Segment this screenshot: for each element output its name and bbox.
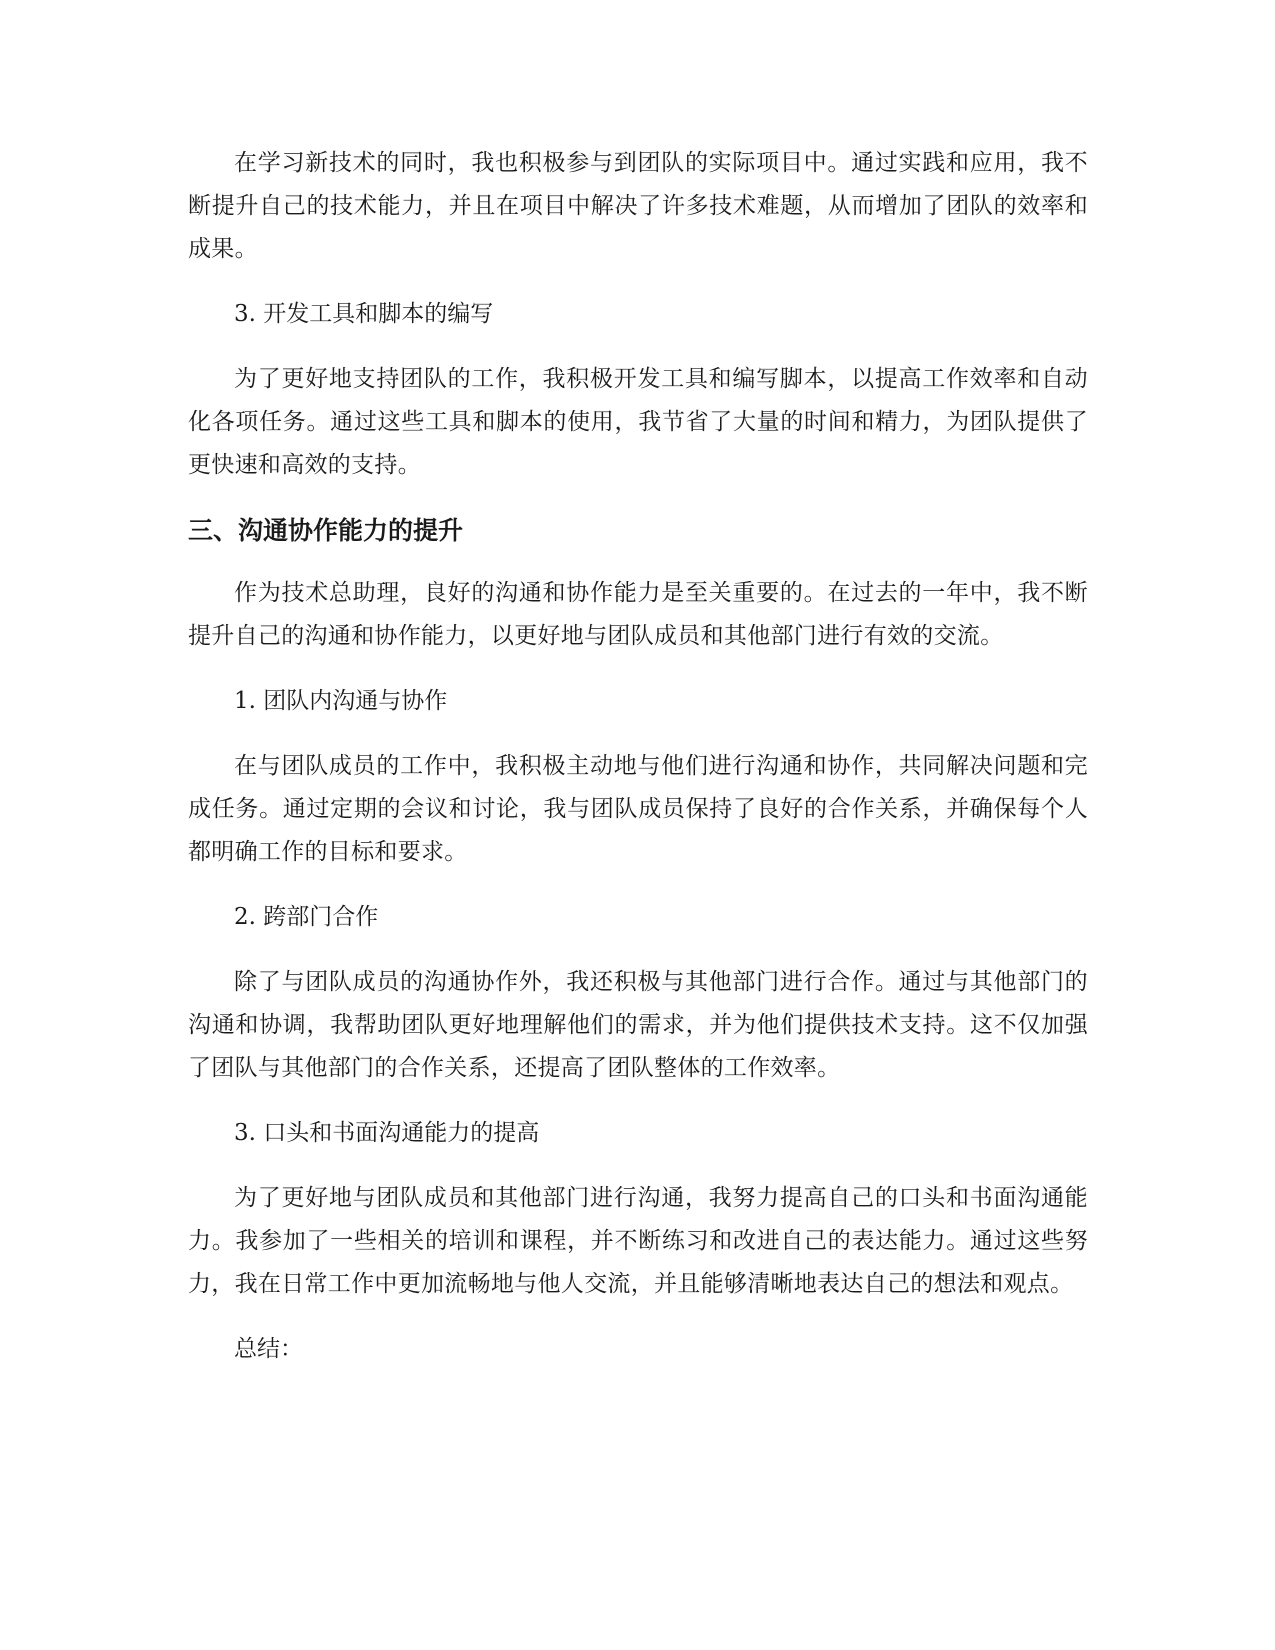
paragraph-communication-intro: 作为技术总助理，良好的沟通和协作能力是至关重要的。在过去的一年中，我不断提升自己的沟通和协作能力，以更好地与团队成员和其他部门进行有效的交流。 (188, 580, 1088, 649)
subheading-tools-scripts: 3. 开发工具和脚本的编写 (234, 301, 494, 327)
subheading-oral-written: 3. 口头和书面沟通能力的提高 (234, 1120, 540, 1146)
paragraph-oral-written: 为了更好地与团队成员和其他部门进行沟通，我努力提高自己的口头和书面沟通能力。我参加了一些相关的培训和课程，并不断练习和改进自己的表达能力。通过这些努力，我在日常工作中更加流畅地与他人交流，并且能够清晰地表达自己的想法和观点。 (188, 1185, 1088, 1297)
section-heading-communication: 三、沟通协作能力的提升 (188, 516, 464, 545)
paragraph-team-communication: 在与团队成员的工作中，我积极主动地与他们进行沟通和协作，共同解决问题和完成任务。通过定期的会议和讨论，我与团队成员保持了良好的合作关系，并确保每个人都明确工作的目标和要求。 (188, 753, 1088, 865)
document-body (188, 142, 1088, 1393)
paragraph-tech-practice: 在学习新技术的同时，我也积极参与到团队的实际项目中。通过实践和应用，我不断提升自己的技术能力，并且在项目中解决了许多技术难题，从而增加了团队的效率和成果。 (188, 150, 1088, 262)
paragraph-tools-scripts: 为了更好地支持团队的工作，我积极开发工具和编写脚本，以提高工作效率和自动化各项任务。通过这些工具和脚本的使用，我节省了大量的时间和精力，为团队提供了更快速和高效的支持。 (188, 366, 1088, 478)
subheading-cross-department: 2. 跨部门合作 (234, 904, 379, 930)
subheading-summary: 总结： (234, 1336, 303, 1362)
paragraph-cross-department: 除了与团队成员的沟通协作外，我还积极与其他部门进行合作。通过与其他部门的沟通和协调，我帮助团队更好地理解他们的需求，并为他们提供技术支持。这不仅加强了团队与其他部门的合作关系，还提高了团队整体的工作效率。 (188, 969, 1088, 1081)
subheading-team-communication: 1. 团队内沟通与协作 (234, 688, 448, 714)
